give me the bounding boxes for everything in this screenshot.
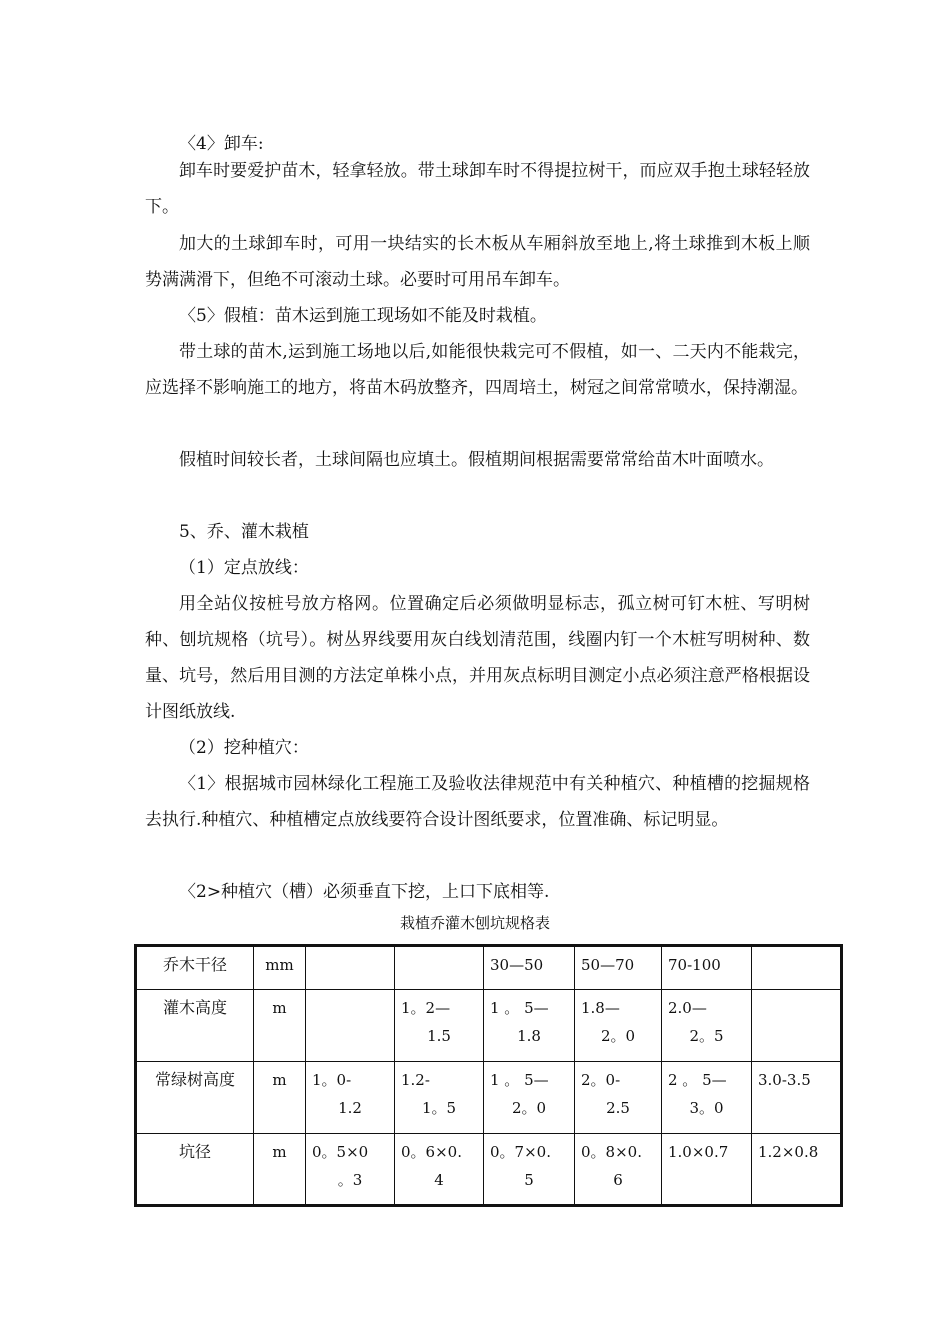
row-label: 常绿树高度: [136, 1062, 254, 1134]
table-row: [136, 1134, 842, 1206]
table-cell: [395, 1062, 484, 1134]
paragraph-staking: 用全站仪按桩号放方格网。位置确定后必须做明显标志，孤立树可钉木桩、写明树种、刨坑规格（坑号）。树丛界线要用灰白线划清范围，线圈内钉一个木桩写明树种、数量、坑号，然后用目测的方法定单株小点，并用灰点标明目测定小点必须注意严格根据设计图纸放线.: [145, 594, 810, 722]
table-row: [136, 1062, 842, 1134]
cell-line-2: 1.5: [427, 1027, 451, 1045]
row-label: 乔木干径: [136, 946, 254, 990]
cell-line-1: 70-100: [668, 956, 721, 974]
cell-line-2: 1.2: [338, 1099, 362, 1117]
cell-line-1: 0。8×0.: [581, 1143, 642, 1161]
table-cell: [662, 1062, 752, 1134]
row-label: 灌木高度: [136, 990, 254, 1062]
table-cell: [484, 946, 575, 990]
table-cell: [752, 946, 842, 990]
cell-line-2: 5: [524, 1171, 534, 1189]
table-row: [136, 990, 842, 1062]
cell-line-2: 2.5: [606, 1099, 630, 1117]
row-unit: mm: [254, 946, 306, 990]
cell-line-1: 30—50: [490, 956, 544, 974]
cell-line-1: 1 。 5—: [490, 999, 549, 1017]
heading-unloading: 〈4〉卸车:: [179, 134, 264, 154]
cell-line-1: 1。2—: [401, 999, 451, 1017]
table-cell: [484, 990, 575, 1062]
table-cell: [306, 946, 395, 990]
cell-line-1: 3.0-3.5: [758, 1071, 811, 1089]
section-heading-planting: 5、乔、灌木栽植: [179, 522, 309, 542]
table-cell: [662, 1134, 752, 1206]
table-cell: [484, 1062, 575, 1134]
pit-spec-table: [134, 944, 843, 1207]
row-unit: m: [254, 1062, 306, 1134]
paragraph-heeling-1: 带土球的苗木,运到施工场地以后,如能很快栽完可不假植，如一、二天内不能栽完，应选择不影响施工的地方，将苗木码放整齐，四周培土，树冠之间常常喷水，保持潮湿。: [145, 342, 810, 398]
paragraph-digging-2: 〈2>种植穴（槽）必须垂直下挖，上口下底相等.: [179, 882, 550, 902]
paragraph-unloading-1: 卸车时要爱护苗木，轻拿轻放。带土球卸车时不得提拉树干，而应双手抱土球轻轻放下。: [145, 161, 810, 217]
cell-line-2: 6: [613, 1171, 623, 1189]
heading-digging: （2）挖种植穴：: [179, 738, 309, 758]
cell-line-1: 0。7×0.: [490, 1143, 551, 1161]
heading-heeling-in: 〈5〉假植：苗木运到施工现场如不能及时栽植。: [179, 306, 547, 326]
paragraph-heeling-2: 假植时间较长者，土球间隔也应填土。假植期间根据需要常常给苗木叶面喷水。: [179, 450, 774, 470]
table-caption: 栽植乔灌木刨坑规格表: [399, 914, 550, 932]
table-cell: [306, 1134, 395, 1206]
cell-line-2: 。3: [337, 1171, 363, 1189]
table-cell: [752, 1062, 842, 1134]
table-cell: [395, 990, 484, 1062]
table-cell: [575, 1062, 662, 1134]
cell-line-1: 1。0-: [312, 1071, 352, 1089]
table-cell: [662, 946, 752, 990]
table-cell: [575, 946, 662, 990]
row-label: 坑径: [136, 1134, 254, 1206]
table-cell: [306, 990, 395, 1062]
cell-line-1: 1.2×0.8: [758, 1143, 819, 1161]
heading-staking: （1）定点放线：: [179, 558, 309, 578]
table-cell: [752, 990, 842, 1062]
table-cell: [575, 1134, 662, 1206]
table-cell: [575, 990, 662, 1062]
paragraph-unloading-2: 加大的土球卸车时，可用一块结实的长木板从车厢斜放至地上,将土球推到木板上顺势满满滑下，但绝不可滚动土球。必要时可用吊车卸车。: [145, 234, 810, 290]
cell-line-1: 1.2-: [401, 1071, 430, 1089]
table-cell: [395, 1134, 484, 1206]
row-unit: m: [254, 990, 306, 1062]
cell-line-1: 0。6×0.: [401, 1143, 462, 1161]
table-cell: [752, 1134, 842, 1206]
cell-line-2: 2。5: [689, 1027, 724, 1045]
table-cell: [395, 946, 484, 990]
table-cell: [306, 1062, 395, 1134]
table-row: [136, 946, 842, 990]
cell-line-2: 2。0: [511, 1099, 547, 1117]
cell-line-1: 0。5×0: [312, 1143, 369, 1161]
cell-line-2: 2。0: [600, 1027, 636, 1045]
cell-line-1: 1 。 5—: [490, 1071, 549, 1089]
cell-line-2: 1。5: [421, 1099, 457, 1117]
cell-line-1: 1.8—: [581, 999, 620, 1017]
paragraph-digging-1: 〈1〉根据城市园林绿化工程施工及验收法律规范中有关种植穴、种植槽的挖掘规格去执行.种植穴、种植槽定点放线要符合设计图纸要求，位置准确、标记明显。: [145, 774, 810, 830]
cell-line-1: 2 。 5—: [668, 1071, 727, 1089]
cell-line-2: 4: [434, 1171, 444, 1189]
cell-line-1: 1.0×0.7: [668, 1143, 729, 1161]
cell-line-2: 3。0: [689, 1099, 724, 1117]
table-cell: [662, 990, 752, 1062]
table-cell: [484, 1134, 575, 1206]
row-unit: m: [254, 1134, 306, 1206]
cell-line-2: 1.8: [517, 1027, 541, 1045]
cell-line-1: 50—70: [581, 956, 635, 974]
cell-line-1: 2。0-: [581, 1071, 621, 1089]
cell-line-1: 2.0—: [668, 999, 707, 1017]
